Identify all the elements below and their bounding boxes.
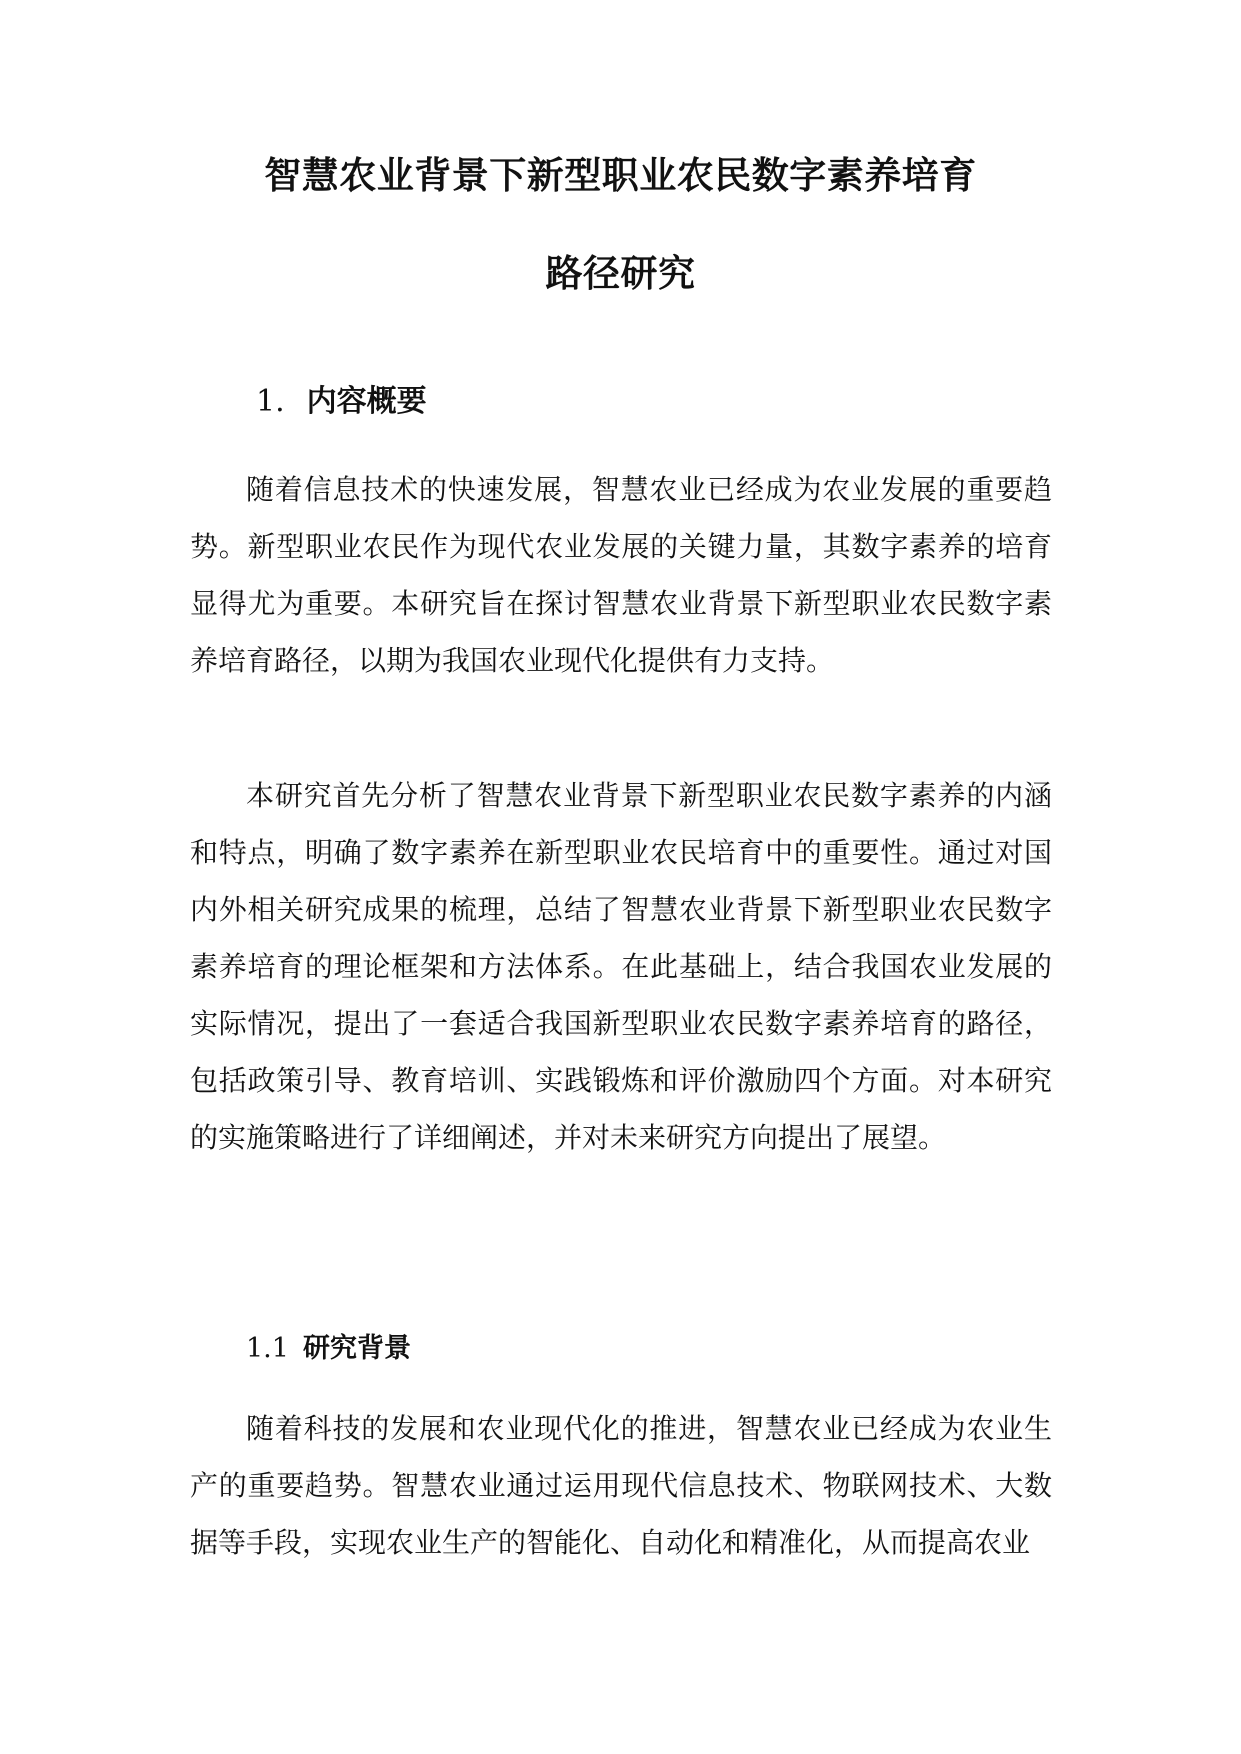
section-1-number: 1. xyxy=(256,384,285,419)
document-title-line-2: 路径研究 xyxy=(545,252,696,295)
section-1-paragraph-1: 随着信息技术的快速发展，智慧农业已经成为农业发展的重要趋势。新型职业农民作为现代农业发展的关键力量，其数字素养的培育显得尤为重要。本研究旨在探讨智慧农业背景下新型职业农民数字素养培育路径，以期为我国农业现代化提供有力支持。 xyxy=(190,473,1052,677)
section-1-title: 内容概要 xyxy=(306,384,427,419)
section-1-1-heading xyxy=(246,1332,411,1366)
section-1-paragraph-2: 本研究首先分析了智慧农业背景下新型职业农民数字素养的内涵和特点，明确了数字素养在新型职业农民培育中的重要性。通过对国内外相关研究成果的梳理，总结了智慧农业背景下新型职业农民数字素养培育的理论框架和方法体系。在此基础上，结合我国农业发展的实际情况，提出了一套适合我国新型职业农民数字素养培育的路径，包括政策引导、教育培训、实践锻炼和评价激励四个方面。对本研究的实施策略进行了详细阐述，并对未来研究方向提出了展望。 xyxy=(190,779,1052,1154)
section-1-heading xyxy=(256,384,427,420)
section-1-1-paragraph-1: 随着科技的发展和农业现代化的推进，智慧农业已经成为农业生产的重要趋势。智慧农业通过运用现代信息技术、物联网技术、大数据等手段，实现农业生产的智能化、自动化和精准化，从而提高农业 xyxy=(190,1412,1052,1559)
section-1-1-title: 研究背景 xyxy=(302,1333,411,1364)
section-1-1-number: 1.1 xyxy=(246,1333,289,1364)
document-title-line-1: 智慧农业背景下新型职业农民数字素养培育 xyxy=(264,154,977,197)
